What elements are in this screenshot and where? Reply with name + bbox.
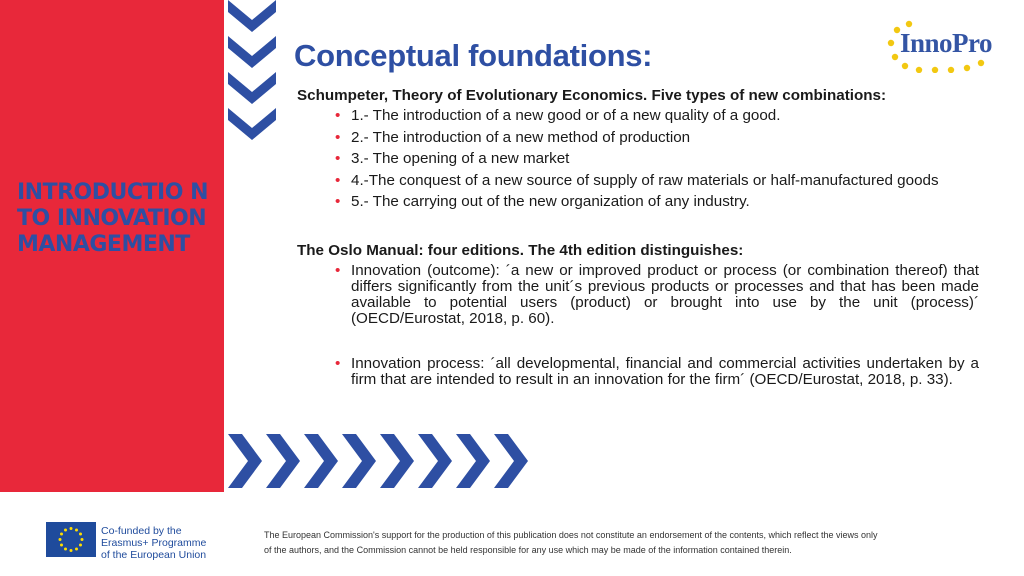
list-item: • 5.- The carrying out of the new organization of any industry. <box>335 193 750 210</box>
eu-flag-icon <box>46 522 96 557</box>
chevron-down-icon <box>228 36 276 68</box>
chevron-row-decoration <box>224 430 534 492</box>
chevron-down-icon <box>228 108 276 140</box>
chevron-right-icon <box>266 434 300 488</box>
cofunded-label: Co-funded by the Erasmus+ Programme of the European Union <box>101 525 207 561</box>
bullet-icon: • <box>335 354 341 372</box>
list-item: • 3.- The opening of a new market <box>335 150 570 167</box>
chevron-right-icon <box>342 434 376 488</box>
bullet-icon: • <box>335 150 341 167</box>
section-lead-schumpeter: Schumpeter, Theory of Evolutionary Economics. Five types of new combinations: <box>297 87 887 104</box>
oslo-list <box>297 263 979 388</box>
logo-wordmark: InnoPro <box>900 28 993 58</box>
chevron-right-icon <box>380 434 414 488</box>
list-item: • 4.-The conquest of a new source of supply of raw materials or half-manufactured goods <box>335 171 939 189</box>
chevron-right-icon <box>304 434 338 488</box>
list-item: • Innovation process: ´all developmental, financial and commercial activities undertaken by a firm that are intended to result in an innovation for the firm´ (OECD/Eurostat, 2018, p. 33). <box>335 354 979 388</box>
list-item: • 1.- The introduction of a new good or of a new quality of a good. <box>335 107 781 124</box>
chevron-down-icon <box>228 72 276 104</box>
chevron-right-icon <box>418 434 452 488</box>
page-title: Conceptual foundations: <box>294 38 653 73</box>
bullet-icon: • <box>335 107 341 124</box>
disclaimer-text: The European Commission's support for the production of this publication does not constitute an endorsement of the contents, which reflect the views only of the authors, and the Commission cannot be held responsible for any use which may be made of the information contained therein. <box>264 530 878 555</box>
list-item: • Innovation (outcome): ´a new or improved product or process (or combination thereof) that differs significantly from the unit´s previous products or processes and that has been made available to potential users (product) or brought into use by the unit (process)´ (OECD/Eurostat, 2018, p. 60). <box>335 261 979 327</box>
bullet-icon: • <box>335 193 341 210</box>
bullet-icon: • <box>335 171 341 189</box>
chevron-down-icon <box>228 0 276 32</box>
chevron-right-icon <box>456 434 490 488</box>
section-lead-oslo: The Oslo Manual: four editions. The 4th edition distinguishes: <box>297 241 744 259</box>
slide-content <box>297 86 979 393</box>
chevron-column-decoration <box>226 0 278 160</box>
combinations-list <box>297 108 979 210</box>
list-item: • 2.- The introduction of a new method of production <box>335 128 691 146</box>
bullet-icon: • <box>335 128 341 146</box>
bullet-icon: • <box>335 261 341 279</box>
side-panel-title: INTRODUCTIO N TO INNOVATION MANAGEMENT <box>17 180 208 257</box>
chevron-right-icon <box>494 434 528 488</box>
chevron-right-icon <box>228 434 262 488</box>
